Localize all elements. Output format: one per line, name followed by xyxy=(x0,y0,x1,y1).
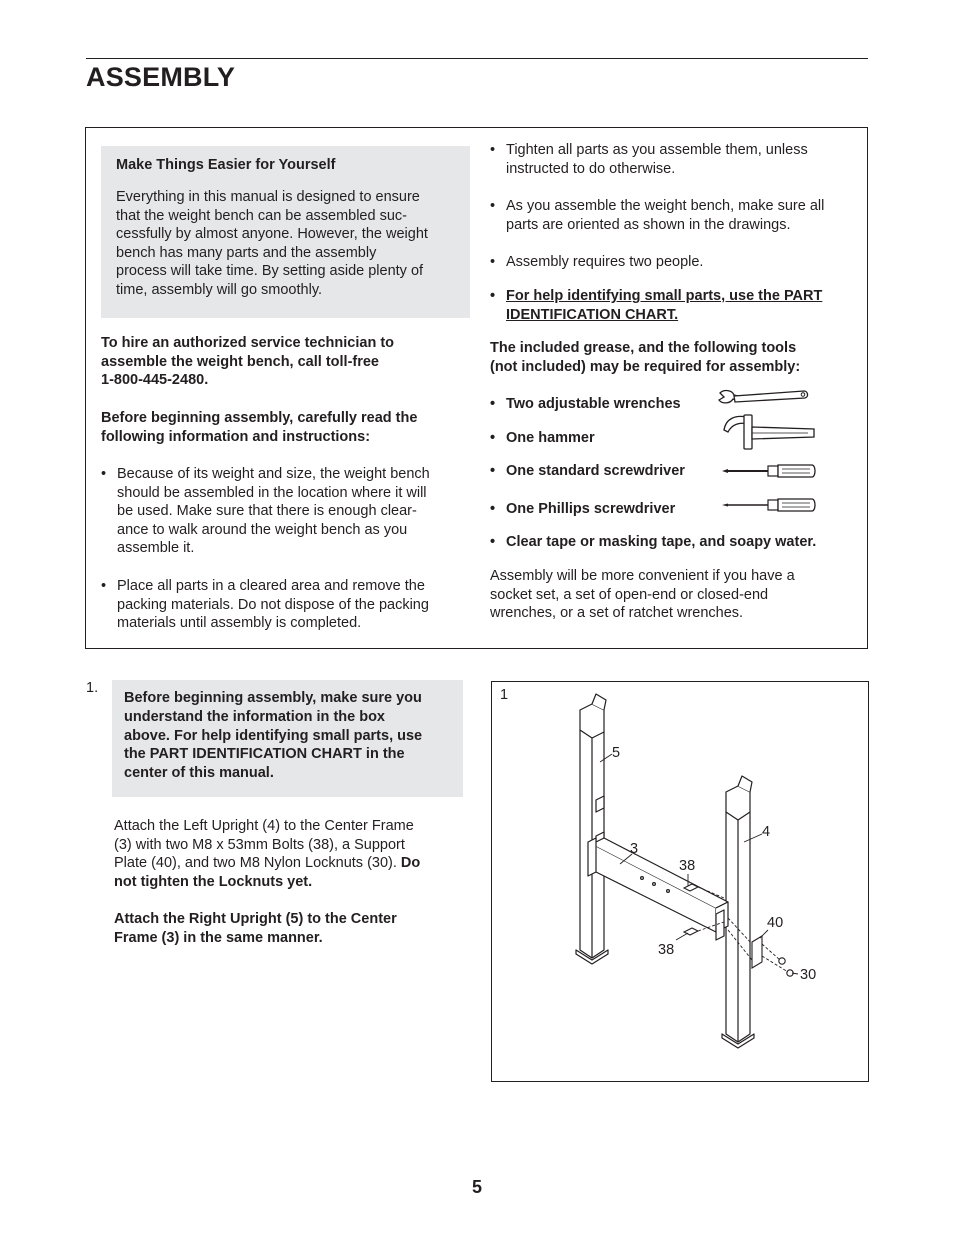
callout-right-upright: 5 xyxy=(612,745,621,761)
callout-left-upright: 4 xyxy=(762,824,771,840)
service-technician-text: To hire an authorized service technician to assemble the weight bench, call toll-free 1-800-445-2480. xyxy=(101,335,395,389)
attach-right-upright-text: Attach the Right Upright (5) to the Center Frame (3) in the same manner. xyxy=(114,911,397,946)
callout-locknut: 30 xyxy=(800,967,817,983)
part-chart-reference: • For help identifying small parts, use the PART IDENTIFICATION CHART. xyxy=(490,288,823,323)
callout-bolt-bottom: 38 xyxy=(658,942,675,958)
adjustable-wrench-icon xyxy=(716,387,812,415)
list-item: • As you assemble the weight bench, make sure all parts are oriented as shown in the drawings. xyxy=(490,198,825,233)
list-item: • Place all parts in a cleared area and remove the packing materials. Do not dispose of the packing materials until assembly is completed. xyxy=(101,578,429,632)
step-note-panel: Before beginning assembly, make sure you understand the information in the box above. For help identifying small parts, use the PART IDENTIFICATION CHART in the center of this manual. xyxy=(112,680,463,797)
phillips-screwdriver-icon xyxy=(720,495,818,515)
hammer-icon xyxy=(718,412,818,456)
step-number: 1. xyxy=(86,680,99,696)
tips-body: Everything in this manual is designed to ensure that the weight bench can be assembled suc- cessfully by almost anyone. However, the weight bench has many parts and the assembly process will take time. By setting aside plenty of time, assembly will go smoothly. xyxy=(116,189,428,298)
page-number: 5 xyxy=(471,1177,482,1197)
list-item: • Assembly requires two people. xyxy=(490,254,704,270)
tips-heading: Make Things Easier for Yourself xyxy=(116,157,336,173)
attach-left-upright-text: Attach the Left Upright (4) to the Center Frame (3) with two M8 x 53mm Bolts (38), a Support Plate (40), and two M8 Nylon Locknuts (30). Do not tighten the Locknuts yet. xyxy=(114,818,421,890)
tools-intro: The included grease, and the following tools (not included) may be required for assembly: xyxy=(490,340,801,375)
tips-panel xyxy=(101,146,470,318)
assembly-diagram xyxy=(491,681,869,1082)
list-item: • Tighten all parts as you assemble them, unless instructed to do otherwise. xyxy=(490,142,808,177)
callout-center-frame: 3 xyxy=(630,841,639,857)
callout-support-plate: 40 xyxy=(767,915,784,931)
header-rule xyxy=(86,58,868,59)
read-instructions-text: Before beginning assembly, carefully read the following information and instructions: xyxy=(101,410,418,445)
callout-bolt-top: 38 xyxy=(679,858,696,874)
list-item: • Because of its weight and size, the weight bench should be assembled in the location where it will be used. Make sure that there is enough clear- ance to walk around the weight bench as you assemble it. xyxy=(101,466,430,557)
figure-number: 1 xyxy=(500,687,509,703)
standard-screwdriver-icon xyxy=(720,461,818,481)
convenient-tools-text: Assembly will be more convenient if you have a socket set, a set of open-end or closed-end wrenches, or a set of ratchet wrenches. xyxy=(490,568,795,622)
bench-frame-drawing xyxy=(492,682,870,1083)
page-title: ASSEMBLY xyxy=(86,62,236,92)
